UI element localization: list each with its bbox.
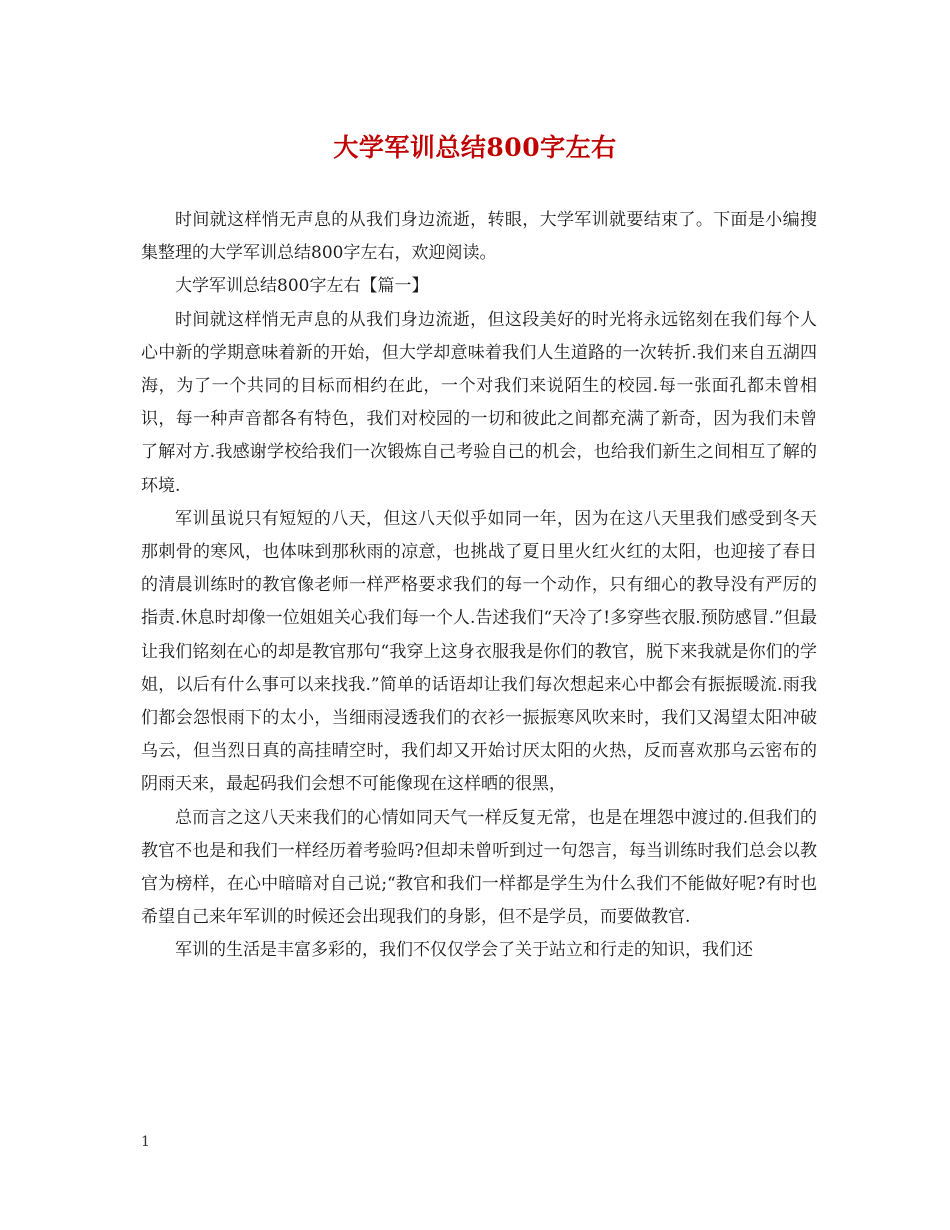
paragraph-3: 总而言之这八天来我们的心情如同天气一样反复无常，也是在埋怨中渡过的.但我们的教官不也是和我们一样经历着考验吗?但却未曾听到过一句怨言，每当训练时我们总会以教官为榜样，在心中暗暗对自己说;“教官和我们一样都是学生为什么我们不能做好呢?有时也希望自己来年军训的时候还会出现我们的身影，但不是学员，而要做教官. — [141, 807, 817, 928]
paragraph-4: 军训的生活是丰富多彩的，我们不仅仅学会了关于站立和行走的知识，我们还 — [175, 940, 753, 961]
paragraph-1: 时间就这样悄无声息的从我们身边流逝，但这段美好的时光将永远铭刻在我们每个人心中新的学期意味着新的开始，但大学却意味着我们人生道路的一次转折.我们来自五湖四海，为了一个共同的目标而相约在此，一个对我们来说陌生的校园.每一张面孔都未曾相识，每一种声音都各有特色，我们对校园的一切和彼此之间都充满了新奇，因为我们未曾了解对方.我感谢学校给我们一次锻炼自己考验自己的机会，也给我们新生之间相互了解的环境. — [141, 309, 817, 496]
page-number: 1 — [141, 1134, 150, 1150]
paragraph-intro: 时间就这样悄无声息的从我们身边流逝，转眼，大学军训就要结束了。下面是小编搜集整理的大学军训总结800字左右，欢迎阅读。 — [141, 210, 817, 264]
paragraph-2: 军训虽说只有短短的八天，但这八天似乎如同一年，因为在这八天里我们感受到冬天那刺骨的寒风，也体味到那秋雨的凉意，也挑战了夏日里火红火红的太阳，也迎接了春日的清晨训练时的教官像老师一样严格要求我们的每一个动作，只有细心的教导没有严厉的指责.休息时却像一位姐姐关心我们每一个人.告述我们“天冷了!多穿些衣服.预防感冒.”但最让我们铭刻在心的却是教官那句“我穿上这身衣服我是你们的教官，脱下来我就是你们的学姐，以后有什么事可以来找我.”简单的话语却让我们每次想起来心中都会有振振暖流.雨我们都会怨恨雨下的太小，当细雨浸透我们的衣衫一振振寒风吹来时，我们又渴望太阳冲破乌云，但当烈日真的高挂晴空时，我们却又开始讨厌太阳的火热，反而喜欢那乌云密布的阴雨天来，最起码我们会想不可能像现在这样晒的很黑， — [141, 508, 817, 795]
document-body — [141, 204, 817, 968]
document-title: 大学军训总结800字左右 — [333, 133, 617, 162]
section-heading: 大学军训总结800字左右【篇一】 — [175, 276, 429, 297]
